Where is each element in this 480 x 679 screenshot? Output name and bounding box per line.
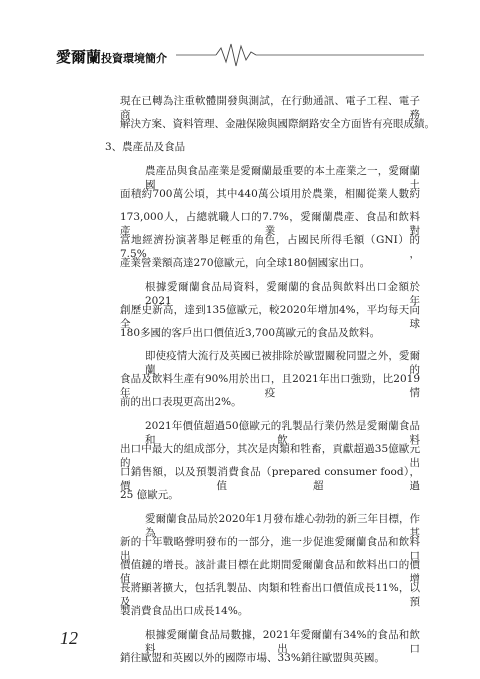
- header-decoration: [0, 0, 480, 80]
- body-line: 面積約700萬公頃，其中440萬公頃用於農業，相關從業人數約: [120, 188, 420, 200]
- body-line: 2021年價值超過50億歐元的乳製品行業仍然是愛爾蘭食品和飲料: [145, 420, 420, 446]
- body-line: 前的出口表現更高出2%。: [120, 396, 242, 408]
- page-number: 12: [60, 628, 78, 648]
- body-line: 解決方案、資料管理、金融保險與國際網路安全方面皆有亮眼成績。: [120, 118, 435, 130]
- body-line: 口銷售額，以及預製消費食品（prepared consumer food），價值超過: [120, 466, 420, 492]
- body-line: 出口中最大的組成部分，其次是肉類和牲畜，貢獻超過35億歐元的出: [120, 443, 420, 469]
- body-line: 173,000人，占總就職人口的7.7%，愛爾蘭農產、食品和飲料產業對: [120, 211, 420, 237]
- header-title: [56, 46, 167, 67]
- body-line: 農產品與食品產業是愛爾蘭最重要的本土產業之一，愛爾蘭國土: [145, 165, 420, 191]
- header-title-big: 愛爾蘭: [56, 48, 102, 66]
- body-line: 當地經濟扮演著舉足輕重的角色，占國民所得毛額（GNI）的7.5%，: [120, 234, 420, 260]
- body-line: 即使疫情大流行及英國已被排除於歐盟關稅同盟之外，愛爾蘭的: [145, 350, 420, 376]
- body-line: 價值鏈的增長。該計畫目標在此期間愛爾蘭食品和飲料出口的價值增: [120, 559, 420, 585]
- body-line: 根據愛爾蘭食品局資料，愛爾蘭的食品與飲料出口金額於2021年: [145, 281, 420, 307]
- page-header: [0, 0, 480, 80]
- body-line: 愛爾蘭食品局於2020年1月發布雄心勃勃的新三年目標，作為其: [145, 513, 420, 539]
- body-line: 180多國的客戶出口價值近3,700萬歐元的食品及飲料。: [120, 327, 381, 339]
- body-line: 25 億歐元。: [120, 489, 179, 501]
- header-title-small: 投資環境簡介: [101, 52, 168, 65]
- body-line: 銷往歐盟和英國以外的國際市場、33%銷往歐盟與英國。: [120, 652, 385, 664]
- body-line: 創歷史新高，達到135億歐元，較2020年增加4%，平均每天向全球: [120, 304, 420, 330]
- body-line: 長將顯著擴大，包括乳製品、肉類和牲畜出口價值成長11%，以及預: [120, 582, 420, 608]
- body-line: 食品及飲料生產有90%用於出口，且2021年出口強勁，比2019年疫情: [120, 373, 420, 399]
- body-line: 製消費食品出口成長14%。: [120, 605, 249, 617]
- body-line: 新的十年戰略聲明發布的一部分，進一步促進愛爾蘭食品和飲料出口: [120, 536, 420, 562]
- body-line: 現在已轉為注重軟體開發與測試，在行動通訊、電子工程、電子商務: [120, 95, 420, 121]
- body-line: 產業營業額高達270億歐元，向全球180個國家出口。: [120, 257, 371, 269]
- section-heading: 3、農產品及食品: [105, 141, 186, 153]
- body-line: 根據愛爾蘭食品局數據，2021年愛爾蘭有34%的食品和飲料出口: [145, 629, 420, 655]
